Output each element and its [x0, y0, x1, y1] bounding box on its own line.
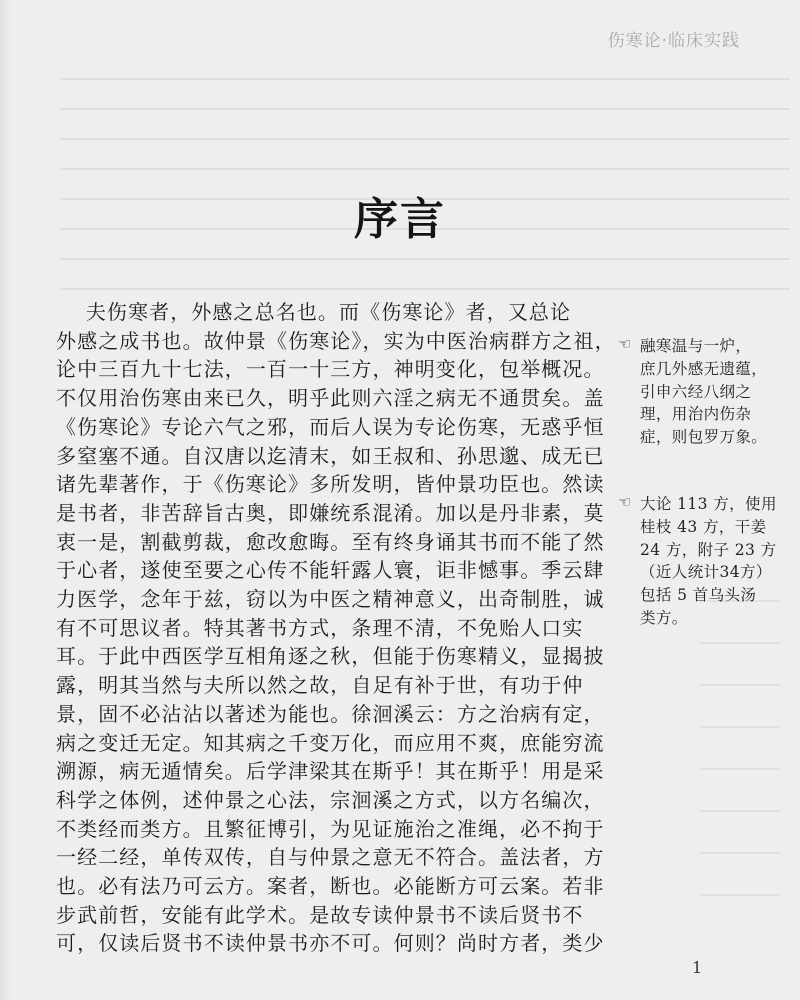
margin-note-1: [640, 335, 767, 449]
body-line: 溯源，病无遁情矣。后学津梁其在斯乎！其在斯乎！用是采: [56, 759, 605, 784]
margin-note-2: [640, 493, 777, 630]
body-line: 有不可思议者。特其著书方式，条理不清，不免贻人口实: [56, 615, 584, 640]
margin-note-line: 包括 5 首乌头汤: [640, 586, 757, 605]
body-line: 力医学，念年于兹，窃以为中医之精神意义，出奇制胜，诚: [56, 587, 605, 612]
margin-note-line: 理，用治内伤杂: [640, 405, 752, 424]
running-head: 伤寒论·临床实践: [607, 31, 740, 51]
margin-note-line: 大论 113 方，使用: [640, 495, 777, 513]
margin-note-line: 融寒温与一炉，: [640, 337, 752, 355]
body-line: 是书者，非苦辞旨古奥，即嫌统系混淆。加以是丹非素，莫: [56, 500, 605, 525]
body-line: 衷一是，割截剪裁，愈改愈晦。至有终身诵其书而不能了然: [56, 529, 605, 554]
body-line: 夫伤寒者，外感之总名也。而《伤寒论》者，又总论: [56, 300, 572, 324]
body-line: 一经二经，单传双传，自与仲景之意无不符合。盖法者，方: [56, 845, 605, 870]
body-line: 病之变迁无定。知其病之千变万化，而应用不爽，庶能穷流: [56, 730, 605, 755]
body-line: 也。必有法乃可云方。案者，断也。必能断方可云案。若非: [56, 874, 605, 899]
margin-note-line: 引申六经八纲之: [640, 382, 752, 401]
body-text: [56, 298, 622, 958]
body-line: 耳。于此中西医学互相角逐之秋，但能于伤寒精义，显揭披: [56, 644, 605, 669]
body-line: 论中三百九十七法，一百一十三方，神明变化，包举概况。: [56, 357, 605, 382]
page-title: 序言: [354, 194, 446, 245]
body-line: 步武前哲，安能有此学术。是故专读仲景书不读后贤书不: [56, 902, 584, 927]
body-line: 可，仅读后贤书不读仲景书亦不可。何则？尚时方者，类少: [56, 931, 605, 956]
margin-note-line: 类方。: [640, 608, 688, 627]
body-line: 诸先辈著作，于《伤寒论》多所发明，皆仲景功臣也。然读: [56, 472, 605, 497]
body-line: 不类经而类方。且繁征博引，为见证施治之准绳，必不拘于: [56, 816, 605, 841]
body-line: 于心者，遂使至要之心传不能轩露人寰，讵非憾事。季云肆: [56, 558, 605, 583]
body-line: 科学之体例，述仲景之心法，宗洄溪之方式，以方名编次，: [56, 787, 605, 812]
body-line: 景，固不必沾沾以著述为能也。徐洄溪云：方之治病有定，: [56, 701, 605, 726]
margin-note-line: 症，则包罗万象。: [640, 428, 768, 447]
margin-note-line: 庶几外感无遗蕴，: [640, 359, 768, 378]
show-through-text-right: [700, 600, 780, 980]
body-line: 不仅用治伤寒由来已久，明乎此则六淫之病无不通贯矣。盖: [56, 386, 605, 411]
margin-note-line: 桂枝 43 方，干姜: [640, 517, 767, 536]
body-line: 露，明其当然与夫所以然之故，自足有补于世，有功于仲: [56, 673, 584, 698]
page-number: 1: [692, 958, 703, 977]
margin-note-line: 24 方，附子 23 方: [640, 540, 777, 559]
gutter-shadow: [0, 0, 12, 1000]
body-line: 外感之成书也。故仲景《伤寒论》，实为中医治病群方之祖，: [56, 328, 616, 353]
pointing-hand-icon: ☜: [618, 493, 632, 511]
pointing-hand-icon: ☜: [618, 335, 632, 353]
margin-note-line: （近人统计34方）: [640, 563, 772, 582]
body-line: 多窒塞不通。自汉唐以迄清末，如王叔和、孙思邈、成无已: [56, 443, 605, 468]
body-line: 《伤寒论》专论六气之邪，而后人误为专论伤寒，无惑乎恒: [56, 414, 605, 439]
